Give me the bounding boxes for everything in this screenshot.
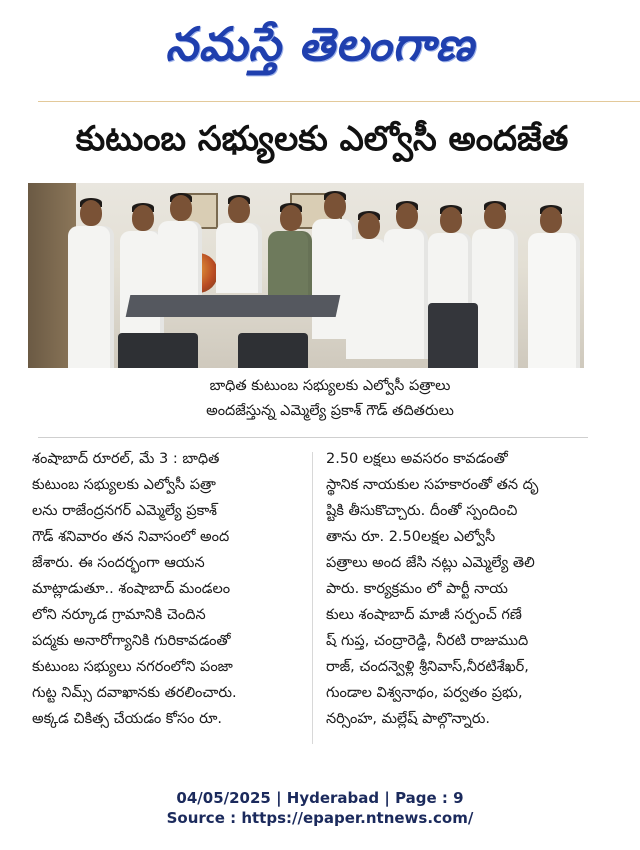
photo-chair	[118, 333, 198, 368]
article-line: కుటుంబ సభ్యులు నగరంలోని పంజా	[32, 659, 233, 675]
photo-chair	[428, 303, 478, 368]
article-line: మాట్లాడుతూ.. శంషాబాద్ మండలం	[32, 581, 231, 597]
article-line: లోని నర్కూడ గ్రామానికి చెందిన	[32, 607, 206, 623]
article-column-left	[32, 446, 302, 732]
article-line: గుట్ట నిమ్స్ దవాఖానకు తరలించారు.	[32, 685, 237, 701]
article-line: గుండాల విశ్వనాథం, పర్వతం ప్రభు,	[326, 685, 523, 701]
article-line: జేశారు. ఈ సందర్భంగా ఆయన	[32, 555, 205, 571]
page-footer	[0, 788, 640, 828]
article-column-right	[326, 446, 594, 732]
article-line: కుటుంబ సభ్యులకు ఎల్వోసీ పత్రా	[32, 477, 216, 493]
article-line: లను రాజేంద్రనగర్ ఎమ్మెల్యే ప్రకాశ్	[32, 503, 217, 519]
article-line: 2.50 లక్షలు అవసరం కావడంతో	[326, 451, 508, 467]
article-headline: కుటుంబ సభ్యులకు ఎల్వోసీ అందజేత	[75, 119, 569, 159]
masthead-divider	[38, 101, 640, 102]
article-line: శంషాబాద్ రూరల్, మే 3 : బాధిత	[32, 451, 220, 467]
article-line: పత్రాలు అంద జేసి నట్లు ఎమ్మెల్యే తెలి	[326, 555, 535, 571]
photo-caption	[120, 374, 540, 424]
article-photo	[28, 183, 584, 368]
photo-chair	[238, 333, 308, 368]
caption-line: అందజేస్తున్న ఎమ్మెల్యే ప్రకాశ్ గౌడ్ తదితరులు	[206, 403, 454, 419]
footer-source: Source : https://epaper.ntnews.com/	[166, 809, 474, 827]
article-line: రాజ్, చందన్వెళ్లి శ్రీనివాస్,నీరటిశేఖర్,	[326, 659, 529, 675]
article-line: గౌడ్ శనివారం తన నివాసంలో అంద	[32, 529, 230, 545]
article-line: ష్ గుప్త, చంద్రారెడ్డి, నీరటి రాజుముది	[326, 633, 529, 649]
article-line: కులు శంషాబాద్ మాజీ సర్పంచ్ గణే	[326, 607, 522, 623]
column-divider	[312, 452, 313, 744]
footer-date-edition: 04/05/2025 | Hyderabad | Page : 9	[176, 789, 464, 807]
caption-divider	[38, 437, 588, 438]
article-line: తాను రూ. 2.50లక్షల ఎల్వోసీ	[326, 529, 496, 545]
photo-desk	[126, 295, 341, 317]
article-line: పద్మకు అనారోగ్యానికి గురికావడంతో	[32, 633, 231, 649]
article-line: నర్సింహ, మల్లేష్ పాల్గొన్నారు.	[326, 711, 491, 727]
article-line: ష్టికి తీసుకొచ్చారు. దీంతో స్పందించి	[326, 503, 518, 519]
masthead	[0, 0, 640, 100]
masthead-title: నమస్తే తెలంగాణ	[165, 17, 475, 71]
article-line: స్థానిక నాయకుల సహకారంతో తన దృ	[326, 477, 539, 493]
article-line: అక్కడ చికిత్స చేయడం కోసం రూ.	[32, 711, 223, 727]
caption-line: బాధిత కుటుంబ సభ్యులకు ఎల్వోసీ పత్రాలు	[209, 378, 451, 394]
article-line: పారు. కార్యక్రమం లో పార్టీ నాయ	[326, 581, 508, 597]
